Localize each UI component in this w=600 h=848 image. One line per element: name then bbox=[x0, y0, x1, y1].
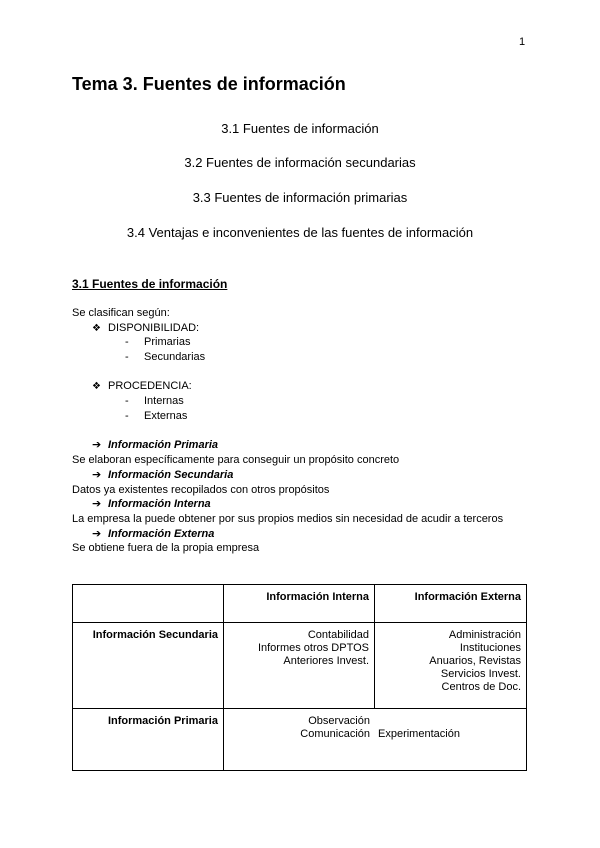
table-cell: Administración Instituciones Anuarios, Revistas Servicios Invest. Centros de Doc. bbox=[375, 623, 527, 709]
definition-text: Se elaboran específicamente para conseguir un propósito concreto bbox=[72, 454, 400, 466]
definition-term: ➔ Información Secundaria bbox=[92, 469, 234, 481]
information-sources-table bbox=[72, 584, 527, 771]
arrow-right-icon: ➔ bbox=[92, 439, 102, 451]
table-cell-extra: Experimentación bbox=[378, 728, 460, 740]
toc-item: 3.1 Fuentes de información bbox=[221, 121, 379, 136]
table-corner-cell bbox=[73, 585, 224, 623]
page-title: Tema 3. Fuentes de información bbox=[72, 74, 346, 94]
criteria-subitem: - Externas bbox=[125, 410, 188, 422]
column-header: Información Interna bbox=[224, 585, 375, 623]
arrow-right-icon: ➔ bbox=[92, 498, 102, 510]
page-number: 1 bbox=[519, 36, 526, 48]
criteria-subitem: - Primarias bbox=[125, 336, 191, 348]
table-row bbox=[73, 709, 527, 771]
diamond-bullet-icon: ❖ bbox=[92, 323, 101, 334]
definition-term: ➔ Información Externa bbox=[92, 528, 215, 540]
table-cell: Contabilidad Informes otros DPTOS Anteriores Invest. bbox=[224, 623, 375, 709]
definition-text: Se obtiene fuera de la propia empresa bbox=[72, 542, 260, 554]
arrow-right-icon: ➔ bbox=[92, 469, 102, 481]
row-header: Información Primaria bbox=[73, 709, 224, 771]
definition-term: ➔ Información Interna bbox=[92, 498, 211, 510]
row-header: Información Secundaria bbox=[73, 623, 224, 709]
intro-text: Se clasifican según: bbox=[72, 307, 170, 319]
toc-item: 3.4 Ventajas e inconvenientes de las fuentes de información bbox=[126, 225, 474, 240]
table-row bbox=[73, 623, 527, 709]
criteria-subitem: - Secundarias bbox=[125, 351, 206, 363]
diamond-bullet-icon: ❖ bbox=[92, 381, 101, 392]
table-header-row bbox=[73, 585, 527, 623]
table-cell-merged bbox=[224, 709, 527, 771]
criteria-bullet bbox=[92, 322, 199, 334]
criteria-bullet bbox=[92, 380, 192, 392]
arrow-right-icon: ➔ bbox=[92, 528, 102, 540]
criteria-subitem: - Internas bbox=[125, 395, 184, 407]
criteria-label: PROCEDENCIA: bbox=[108, 380, 192, 392]
table-cell-lines: Observación Comunicación bbox=[300, 715, 370, 740]
section-heading: 3.1 Fuentes de información bbox=[72, 277, 228, 291]
column-header: Información Externa bbox=[375, 585, 527, 623]
definition-text: La empresa la puede obtener por sus propios medios sin necesidad de acudir a terceros bbox=[72, 513, 504, 525]
definition-text: Datos ya existentes recopilados con otros propósitos bbox=[72, 484, 330, 496]
toc-item: 3.3 Fuentes de información primarias bbox=[192, 190, 408, 205]
toc-item: 3.2 Fuentes de información secundarias bbox=[184, 155, 416, 170]
definition-term: ➔ Información Primaria bbox=[92, 439, 219, 451]
criteria-label: DISPONIBILIDAD: bbox=[108, 322, 200, 334]
